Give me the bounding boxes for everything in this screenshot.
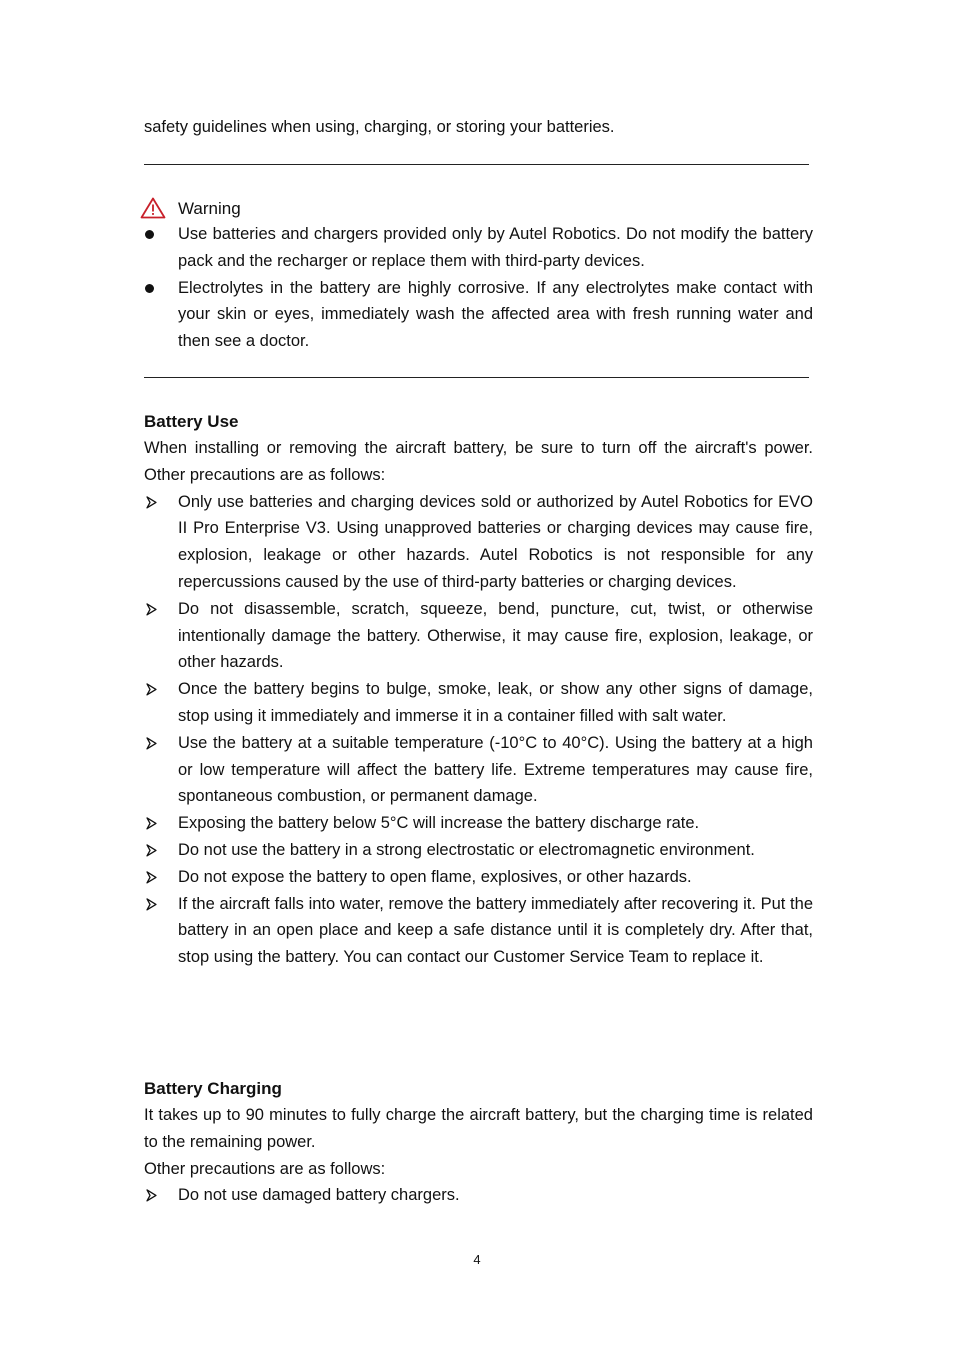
list-item-text: Use the battery at a suitable temperature (-10°C to 40°C). Using the battery at a high or low temperature will affect the battery life. Extreme temperatures may cause fire, spontaneous combustion, or permanent damage. (178, 733, 813, 806)
warning-item (144, 221, 813, 275)
list-item-text: If the aircraft falls into water, remove the battery immediately after recovering it. Put the battery in an open place and keep a safe distance until it is completely dry. After that, stop using the battery. You can contact our Customer Service Team to replace it. (178, 894, 813, 967)
arrow-bullet-icon (144, 891, 160, 918)
warning-triangle-icon (140, 197, 166, 219)
list-item-text: Do not disassemble, scratch, squeeze, bend, puncture, cut, twist, or otherwise intentionally damage the battery. Otherwise, it may cause fire, explosion, leakage, or other hazards. (178, 599, 813, 672)
precautions-list (144, 489, 813, 971)
warning-list (144, 221, 813, 355)
section-heading: Battery Charging (144, 1079, 282, 1098)
bullet-dot (145, 230, 154, 239)
warning-header (144, 195, 813, 222)
page-number: 4 (473, 1252, 481, 1267)
arrow-bullet-icon (144, 730, 160, 757)
intro-paragraph: safety guidelines when using, charging, or storing your batteries. (144, 118, 615, 136)
warning-item-text: Electrolytes in the battery are highly corrosive. If any electrolytes make contact with your skin or eyes, immediately wash the affected area with fresh running water and then see a doctor. (178, 278, 813, 351)
bullet-dot (145, 284, 154, 293)
arrow-bullet-icon (144, 676, 160, 703)
battery-use-section (144, 408, 813, 971)
list-item (144, 730, 813, 810)
section-intro: When installing or removing the aircraft battery, be sure to turn off the aircraft's power. Other precautions are as follows: (144, 439, 813, 484)
list-item-text: Exposing the battery below 5°C will increase the battery discharge rate. (178, 814, 700, 833)
warning-item (144, 275, 813, 355)
warning-item-text: Use batteries and chargers provided only by Autel Robotics. Do not modify the battery pack and the recharger or replace them with third-party devices. (178, 225, 813, 270)
precautions-list (144, 1182, 813, 1209)
arrow-bullet-icon (144, 864, 160, 891)
list-item (144, 891, 813, 971)
section-intro: It takes up to 90 minutes to fully charge the aircraft battery, but the charging time is related to the remaining power. (144, 1106, 813, 1151)
section-heading: Battery Use (144, 412, 239, 431)
list-item-text: Do not expose the battery to open flame, explosives, or other hazards. (178, 867, 692, 886)
divider-bottom (144, 377, 809, 378)
list-item (144, 596, 813, 676)
arrow-bullet-icon (144, 596, 160, 623)
list-item (144, 837, 813, 864)
list-item (144, 1182, 813, 1209)
list-item-text: Once the battery begins to bulge, smoke, leak, or show any other signs of damage, stop using it immediately and immerse it in a container filled with salt water. (178, 680, 813, 725)
list-item-text: Only use batteries and charging devices sold or authorized by Autel Robotics for EVO II Pro Enterprise V3. Using unapproved batteries or charging devices may cause fire, explosion, leakage or other hazards. Autel Robotics is not responsible for any repercussions caused by the use of third-party batteries or charging devices. (178, 492, 813, 591)
list-item (144, 810, 813, 837)
section-intro-2: Other precautions are as follows: (144, 1159, 386, 1178)
arrow-bullet-icon (144, 1182, 160, 1209)
arrow-bullet-icon (144, 837, 160, 864)
arrow-bullet-icon (144, 489, 160, 516)
list-item (144, 676, 813, 730)
warning-title: Warning (178, 199, 241, 218)
list-item-text: Do not use the battery in a strong electrostatic or electromagnetic environment. (178, 840, 755, 859)
arrow-bullet-icon (144, 810, 160, 837)
list-item (144, 489, 813, 596)
battery-charging-section (144, 1075, 813, 1209)
divider-top (144, 164, 809, 165)
list-item-text: Do not use damaged battery chargers. (178, 1186, 460, 1205)
list-item (144, 864, 813, 891)
